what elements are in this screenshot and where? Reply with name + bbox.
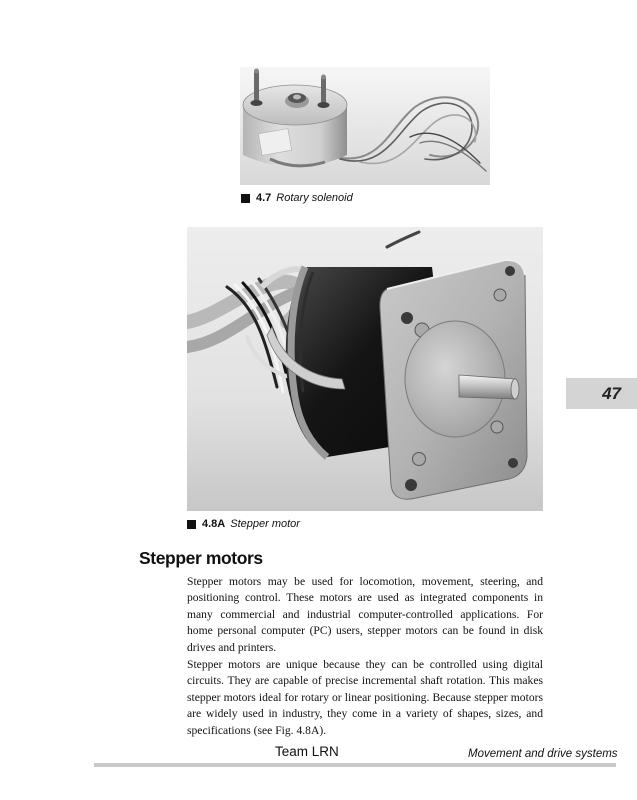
body-paragraph: Stepper motors are unique because they can be controlled using digital circuits. They are capable of precise incremental shaft rotation. This makes stepper motors ideal for rotary or linear positioning. Because stepper motors are widely used in industry, they come in a variety of shapes, sizes, and specifications (see Fig. 4.8A). [187,658,543,737]
caption-bullet-icon [241,194,250,203]
figure-caption-text: Rotary solenoid [276,192,353,204]
figure-caption-text: Stepper motor [230,518,300,530]
page-number: 47 [602,383,621,403]
footer-chapter-title: Movement and drive systems [468,748,618,760]
body-paragraph: Stepper motors may be used for locomotion, movement, steering, and positioning control. These motors are used as integrated components in many commercial and industrial computer-controlled applications. For home personal computer (PC) users, stepper motors can be found in disk drives and printers. [187,575,543,654]
figure-number: 4.7 [256,192,272,204]
rotary-solenoid-photo [240,67,490,185]
section-heading: Stepper motors [139,548,263,568]
caption-bullet-icon [187,520,196,529]
footer-left-text: Team LRN [275,744,339,759]
figure-caption-4-8a [187,518,300,530]
footer-rule [94,763,616,767]
page-number-tab [566,378,637,409]
figure-number: 4.8A [202,518,226,530]
stepper-motor-photo [187,227,543,511]
figure-caption-4-7 [241,192,353,204]
